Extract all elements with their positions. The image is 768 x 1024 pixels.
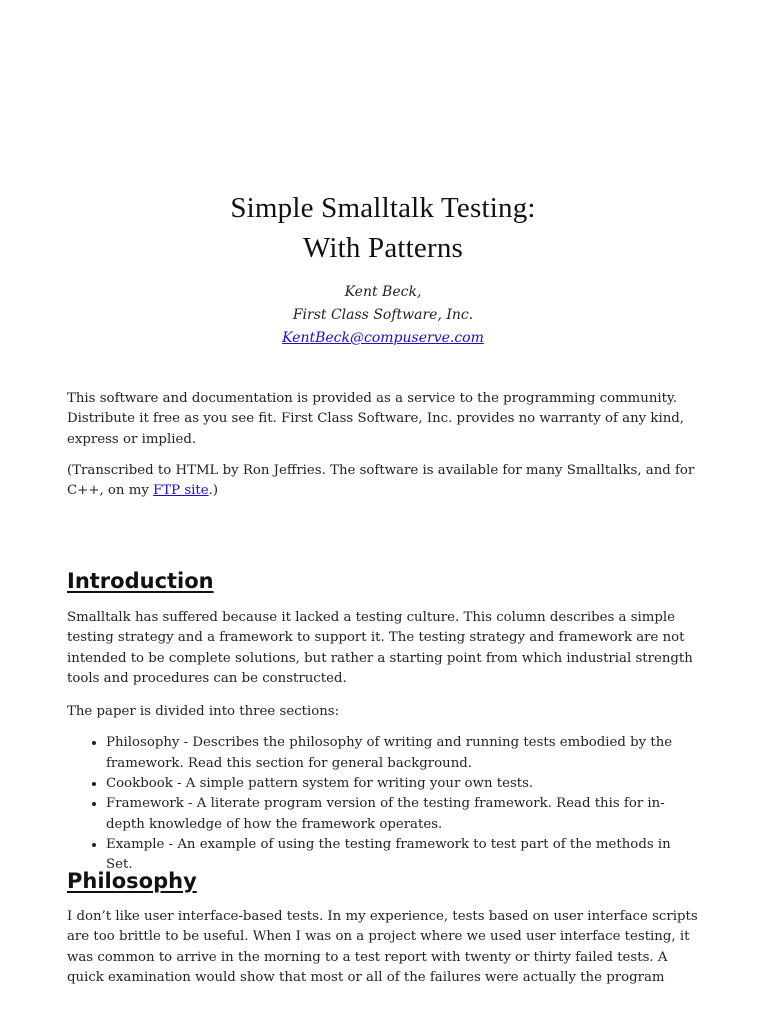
sections-list [67, 733, 699, 875]
author-name: Kent Beck, [344, 284, 422, 300]
introduction-section [67, 567, 699, 595]
introduction-body [67, 608, 699, 876]
list-item: • Philosophy - Describes the philosophy of writing and running tests embodied by the framework. Read this section for general background. [106, 733, 699, 774]
introduction-paragraph: Smalltalk has suffered because it lacked a testing culture. This column describes a simple testing strategy and a framework to support it. The testing strategy and framework are not intended to be complete solutions, but rather a starting point from which industrial strength tools and procedures can be constructed. [67, 610, 693, 686]
author-company: First Class Software, Inc. [292, 307, 474, 323]
transcription-end: .) [208, 483, 219, 499]
list-item: • Cookbook - A simple pattern system for writing your own tests. [106, 774, 699, 794]
ftp-site-link[interactable]: FTP site [153, 483, 209, 499]
transcription-text: (Transcribed to HTML by Ron Jeffries. The software is available for many Smalltalks, and for C++, on my [67, 462, 695, 499]
byline [67, 281, 699, 350]
page-title-line-1: Simple Smalltalk Testing: [230, 192, 536, 224]
notice-paragraph: This software and documentation is provided as a service to the programming community. Distribute it free as you see fit. First Class Software, Inc. provides no warranty of any kind, express or implied. [67, 391, 685, 447]
author-email-link[interactable]: KentBeck@compuserve.com [282, 330, 484, 346]
title-block [67, 188, 699, 350]
sections-intro: The paper is divided into three sections: [67, 704, 340, 720]
notice-block [67, 389, 699, 501]
introduction-heading: Introduction [67, 569, 214, 593]
list-item: • Example - An example of using the testing framework to test part of the methods in Set. [106, 835, 699, 876]
transcription-paragraph [67, 461, 699, 502]
philosophy-section [67, 867, 699, 895]
philosophy-heading: Philosophy [67, 869, 197, 893]
philosophy-body [67, 907, 699, 988]
page-title-line-2: With Patterns [302, 232, 464, 264]
list-item: • Framework - A literate program version of the testing framework. Read this for in-depth knowledge of how the framework operates. [106, 794, 699, 835]
philosophy-paragraph: I don’t like user interface-based tests. In my experience, tests based on user interface scripts are too brittle to be useful. When I was on a project where we used user interface testing, it was common to arrive in the morning to a test report with twenty or thirty failed tests. A quick examination would show that most or all of the failures were actually the program [67, 909, 698, 985]
